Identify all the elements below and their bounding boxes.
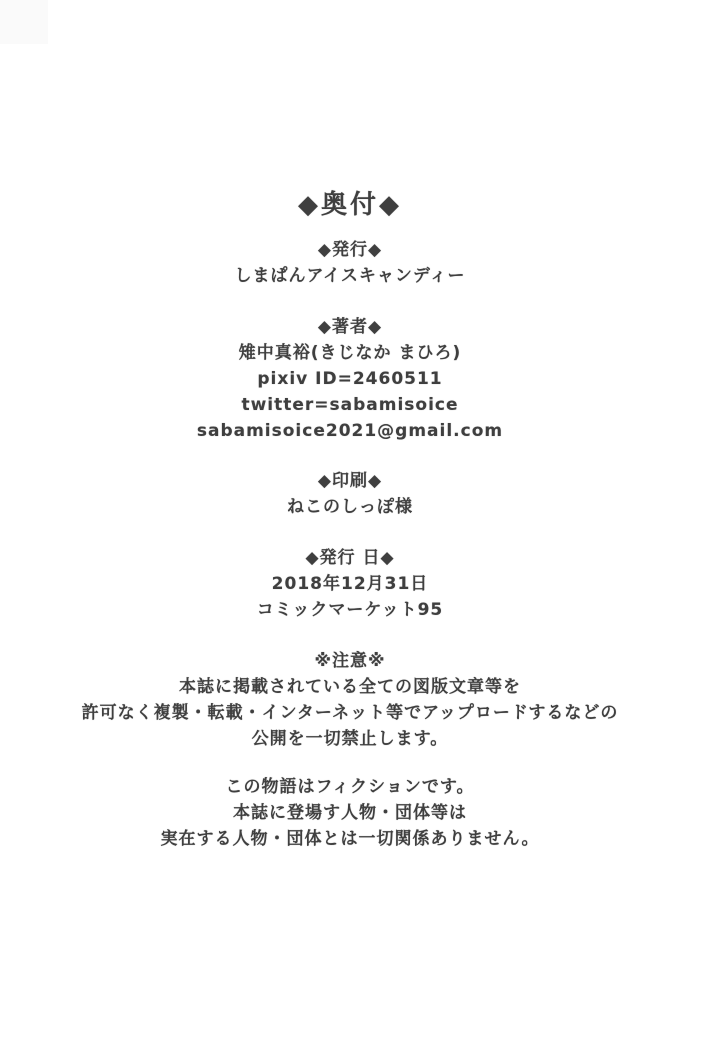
author-email: sabamisoice2021@gmail.com <box>196 421 504 441</box>
notice-line: 本誌に掲載されている全ての図版文章等を <box>179 677 521 697</box>
disclaimer-line: この物語はフィクションです。 <box>225 777 475 797</box>
section-publication-date <box>0 545 700 623</box>
disclaimer-line: 実在する人物・団体とは一切関係ありません。 <box>160 829 540 849</box>
author-twitter: twitter=sabamisoice <box>241 395 459 415</box>
publisher-heading: ◆発行◆ <box>317 240 383 260</box>
notice-heading: ※注意※ <box>314 651 386 671</box>
author-name: 雉中真裕(きじなか まひろ) <box>238 343 462 363</box>
publication-event: コミックマーケット95 <box>256 600 444 620</box>
publication-date-heading: ◆発行 日◆ <box>305 548 395 568</box>
author-heading: ◆著者◆ <box>317 317 383 337</box>
colophon-content <box>0 188 722 852</box>
printer-heading: ◆印刷◆ <box>317 471 383 491</box>
notice-line: 許可なく複製・転載・インターネット等でアップロードするなどの <box>81 703 619 723</box>
section-author <box>0 314 700 444</box>
disclaimer-line: 本誌に登場す人物・団体等は <box>233 803 467 823</box>
section-notice <box>0 648 700 752</box>
scan-corner-artifact <box>0 0 48 44</box>
page-title: ◆奥付◆ <box>298 190 402 220</box>
author-pixiv-id: pixiv ID=2460511 <box>257 369 443 389</box>
publisher-circle-name: しまぱんアイスキャンディー <box>234 266 466 286</box>
notice-line: 公開を一切禁止します。 <box>251 729 449 749</box>
printer-name: ねこのしっぽ様 <box>287 497 413 517</box>
section-fiction-disclaimer <box>0 774 700 852</box>
section-publisher <box>0 237 700 289</box>
section-printer <box>0 468 700 520</box>
publication-date: 2018年12月31日 <box>271 574 429 594</box>
